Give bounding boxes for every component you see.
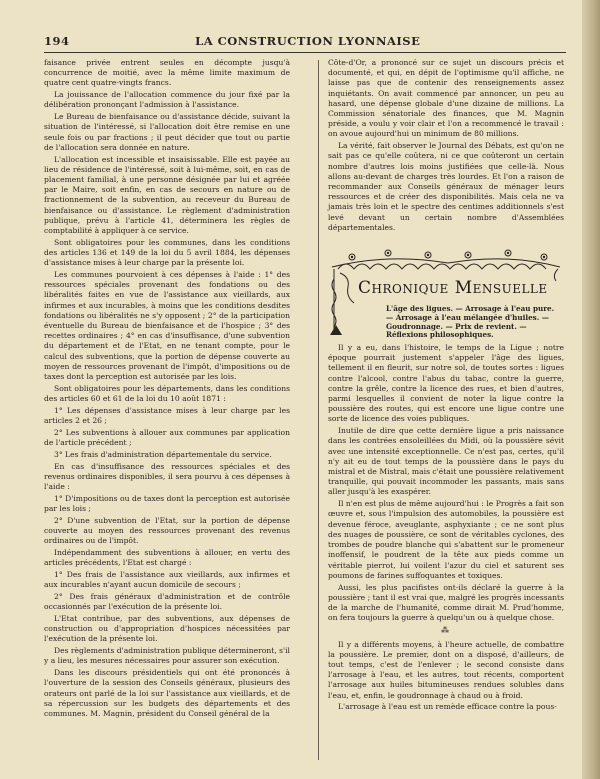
- paragraph: 1° D'impositions ou de taxes dont la perception est autorisée par les lois ;: [44, 493, 290, 514]
- paragraph: Il y a eu, dans l'histoire, le temps de la Ligue ; notre époque pourrait justement s'appeler l'âge des ligues, tellement il en fleurit, sur notre sol, de toutes sortes : ligues contre l'alcool, contre l'abus du tabac, contre la guerre, contre la grêle, contre la licence des rues, et bien d'autres, parmi lesquelles il convient de noter la ligue contre la poussière des routes, qui est encore une ligue contre une sorte de licence des voies publiques.: [328, 343, 564, 424]
- paragraph: Indépendamment des subventions à allouer, en vertu des articles précédents, l'Etat est chargé :: [44, 548, 290, 568]
- paragraph: La vérité, fait observer le Journal des Débats, est qu'on ne sait pas ce qu'elle coûtera, ni ce que coûteront un certain nombre d'autres lois moins justifiées que celle-là. Nous allons au-devant de charges très lourdes. Et l'on a raison de recommander aux Conseils généraux de ménager leurs ressources et de créer des disponibilités. Mais cela ne va jamais très loin et le spectre des centimes additionnels s'est levé devant un certain nombre d'Assemblées départementales.: [328, 141, 564, 232]
- left-column: [44, 58, 290, 721]
- paragraph: Aussi, les plus pacifistes ont-ils déclaré la guerre à la poussière ; tant il est vrai que, malgré les progrès incessants de la marche de l'humanité, comme dirait M. Prud'homme, on fera toujours la guerre à quelqu'un ou à quelque chose.: [328, 582, 564, 623]
- right-column: [328, 58, 564, 714]
- chronique-title: Chronique Mensuelle: [358, 278, 548, 299]
- paragraph: Il y a différents moyens, à l'heure actuelle, de combattre la poussière. Le premier, dont on a disposé, d'ailleurs, de tout temps, c'est de l'enlever ; le second consiste dans l'arrosage à l'eau, et les autres, tout récents, comportent l'arrosage aux huiles bitumineuses rendues solubles dans l'eau, et, enfin, le goudronnage à chaud ou à froid.: [328, 639, 564, 700]
- paragraph: 2° Les subventions à allouer aux communes par application de l'article précédent ;: [44, 427, 290, 448]
- paragraph: 3° Les frais d'administration départementale du service.: [54, 449, 272, 459]
- chronique-header: [328, 239, 564, 339]
- asterism-separator: ⁂: [441, 626, 451, 636]
- column-divider: [318, 60, 319, 760]
- paragraph: Sont obligatoires pour les départements, dans les conditions des articles 60 et 61 de la loi du 10 août 1871 :: [44, 383, 290, 404]
- paragraph: 2° D'une subvention de l'Etat, sur la portion de dépense couverte au moyen des ressources provenant des revenus ordinaires ou de l'impôt.: [44, 515, 290, 546]
- paragraph: 1° Des frais de l'assistance aux vieillards, aux infirmes et aux incurables n'ayant aucun domicile de secours ;: [44, 570, 290, 590]
- chronique-summary: L'âge des ligues. — Arrosage à l'eau pure. — Arrosage à l'eau mélangée d'huiles. — Goudronnage. — Prix de revient. — Réflexions philosophiques.: [386, 304, 555, 340]
- page-number: 194: [44, 34, 70, 48]
- paragraph: 2° Des frais généraux d'administration et de contrôle occasionnés par l'exécution de la présente loi.: [44, 592, 290, 612]
- paragraph: L'arrosage à l'eau est un remède efficace contre la pous-: [338, 702, 557, 712]
- paragraph: Côte-d'Or, a prononcé sur ce sujet un discours précis et documenté, et qui, en dépit de l'optimisme qu'il affiche, ne laisse pas que de contenir des renseignements assez inquiétants. On avait commencé par annoncer, un peu au hasard, une dépense globale d'une dizaine de millions. La Commission sénatoriale des finances, que M. Magnin préside, a voulu y voir clair et l'on a recommencé le travail : on avoue aujourd'hui un minimum de 80 millions.: [328, 58, 564, 139]
- paragraph: L'allocation est incessible et insaisissable. Elle est payée au lieu de résidence de l'intéressé, soit à lui-même, soit, en cas de placement familial, à une personne désignée par lui et agréée par le Maire, soit enfin, en cas de secours en nature ou de fractionnement de la subvention, au receveur du Bureau de bienfaisance ou d'assistance. Le règlement d'administration publique, prévu à l'article 41, déterminera les règles de comptabilité à appliquer à ce service.: [44, 154, 290, 236]
- paragraph: Inutile de dire que cette dernière ligue a pris naissance dans les contrées ensoleillées du Midi, où la poussière sévit avec une intensité exceptionnelle. Ce n'est pas, certes, qu'il n'y ait eu de tout temps de la poussière dans le pays du mistral et de Mistral, mais c'était une poussière relativement tranquille, qui pouvait incommoder les passants, mais sans aller jusqu'à les exaspérer.: [328, 426, 564, 497]
- paragraph: faisance privée entrent seules en décompte jusqu'à concurrence de moitié, avec la même limite maximum de quatre cent quatre-vingts francs.: [44, 58, 290, 88]
- running-header: [44, 32, 564, 50]
- paragraph: Il n'en est plus de même aujourd'hui : le Progrès a fait son œuvre et, sous l'impulsion des automobiles, la poussière est devenue féroce, aveuglante, asphyxiante ; ce ne sont plus des nuages de poussière, ce sont de véritables cyclones, des trombes de poudre blanche qui s'abattent sur le promeneur inoffensif, le poudrent de la tête aux pieds comme un véritable pierrot, lui voilent l'azur du ciel et saturent ses poumons de farines suffoquantes et toxiques.: [328, 499, 564, 580]
- header-rule: [44, 52, 566, 53]
- paragraph: La jouissance de l'allocation commence du jour fixé par la délibération prononçant l'admission à l'assistance.: [44, 90, 290, 110]
- paragraph: Le Bureau de bienfaisance ou d'assistance décide, suivant la situation de l'intéressé, si l'allocation doit être remise en une seule fois ou par fractions ; il peut décider que tout ou partie de l'allocation sera donnée en nature.: [44, 112, 290, 152]
- paragraph: Sont obligatoires pour les communes, dans les conditions des articles 136 et 149 de la loi du 5 avril 1884, les dépenses d'assistance mises à leur charge par la présente loi.: [44, 237, 290, 268]
- paragraph: 1° Les dépenses d'assistance mises à leur charge par les articles 2 et 26 ;: [44, 405, 290, 426]
- paragraph: Les communes pourvoient à ces dépenses à l'aide : 1° des ressources spéciales provenant des fondations ou des libéralités faites en vue de l'assistance aux vieillards, aux infirmes et aux incurables, à moins que les conditions desdites fondations ou libéralités ne s'y opposent ; 2° de la participation éventuelle du Bureau de bienfaisance et de l'hospice ; 3° des recettes ordinaires ; 4° en cas d'insuffisance, d'une subvention du département et de l'Etat, en ne tenant compte, pour le calcul des subventions, que la portion de dépense couverte au moyen de ressources provenant de l'impôt, d'impositions ou de taxes dont la perception est autorisée par les lois.: [44, 270, 290, 382]
- paragraph: Dans les discours présidentiels qui ont été prononcés à l'ouverture de la session des Conseils généraux, plusieurs des orateurs ont parlé de la loi sur l'assistance aux vieillards, et de sa répercussion sur les budgets des départements et des communes. M. Magnin, président du Conseil général de la: [44, 668, 290, 719]
- publication-title: LA CONSTRUCTION LYONNAISE: [195, 34, 421, 48]
- paragraph: L'Etat contribue, par des subventions, aux dépenses de construction ou d'appropriation d'hospices nécessitées par l'exécution de la présente loi.: [44, 614, 290, 644]
- page-edge: [582, 0, 600, 779]
- paragraph: En cas d'insuffisance des ressources spéciales et des revenus ordinaires disponibles, il sera pourvu à ces dépenses à l'aide :: [44, 461, 290, 492]
- paragraph: Des règlements d'administration publique détermineront, s'il y a lieu, les mesures nécessaires pour assurer son exécution.: [44, 646, 290, 666]
